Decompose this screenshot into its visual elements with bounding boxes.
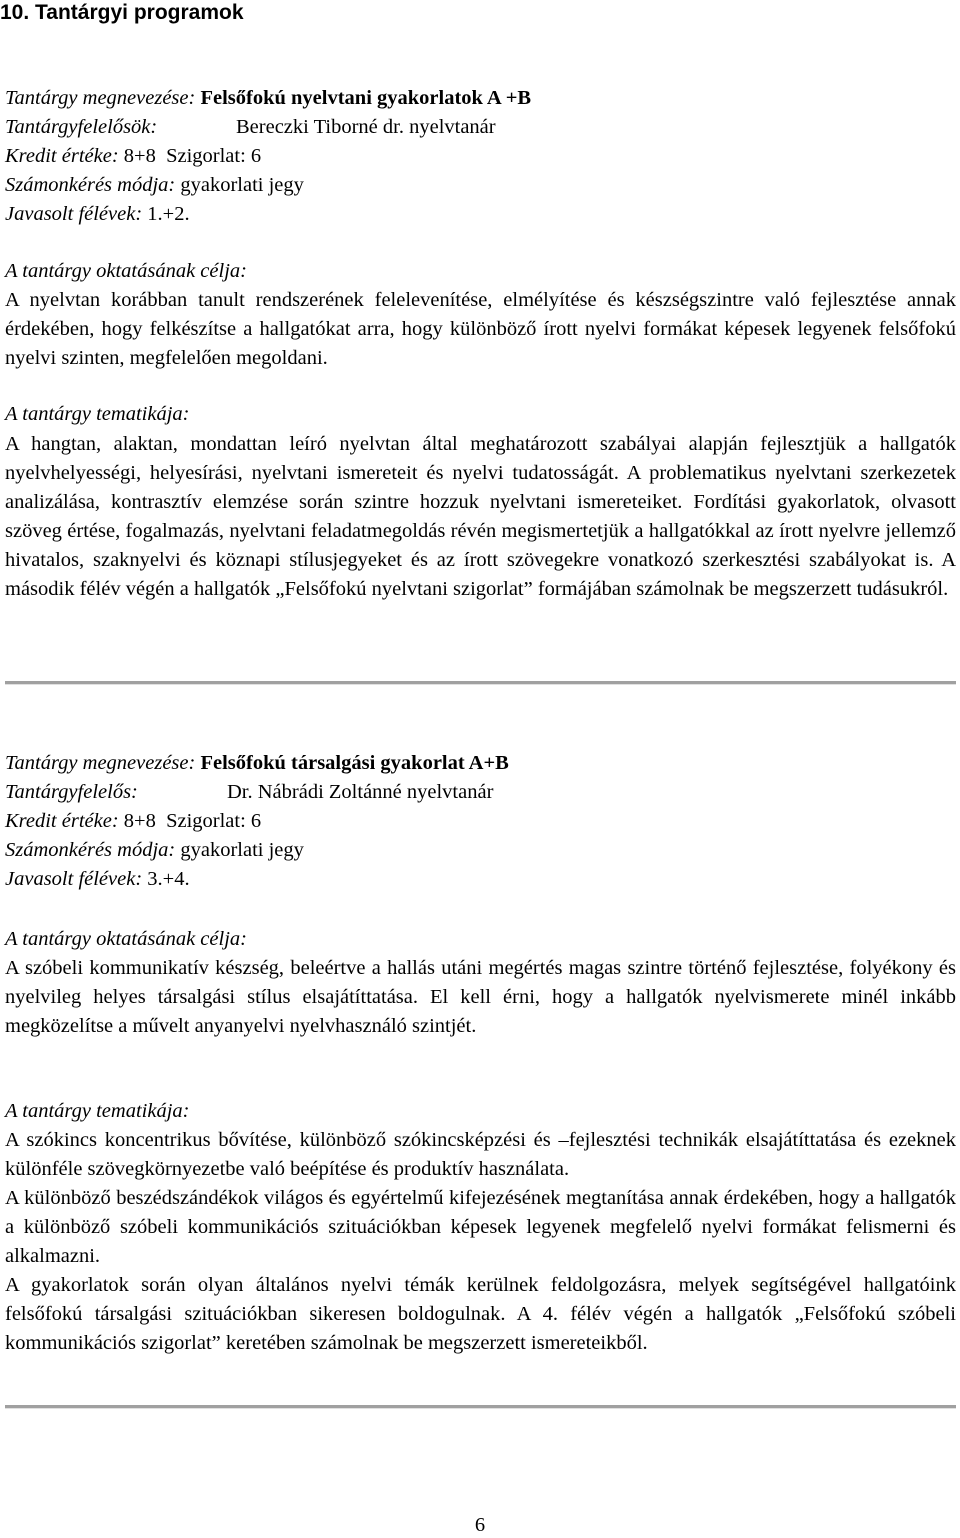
course1-topics-text xyxy=(5,430,956,604)
course1-name-label: Tantárgy megnevezése: xyxy=(5,87,196,109)
section-divider xyxy=(5,681,956,685)
course2-credit-value: 8+8 Szigorlat: 6 xyxy=(123,810,262,832)
course1-aim-label: A tantárgy oktatásának célja: xyxy=(5,260,247,282)
course1-semester-label: Javasolt félévek: xyxy=(5,203,143,225)
course1-semester-row xyxy=(5,200,190,229)
course2-credit-label: Kredit értéke: xyxy=(5,810,119,832)
course2-aim-label: A tantárgy oktatásának célja: xyxy=(5,928,247,950)
course2-aim-paragraph: A szóbeli kommunikatív készség, beleértve a hallás utáni megértés magas szintre történő fejlesztése, folyékony és nyelvileg helyes társalgási stílus elsajátíttatása. El kell érni, hogy a hallgatók nyelvismerete minél inkább megközelítse a művelt anyanyelvi nyelvhasználó szintjét. xyxy=(5,957,956,1037)
course2-exam-row xyxy=(5,836,304,865)
course1-exam-row xyxy=(5,171,304,200)
bottom-divider xyxy=(5,1405,956,1409)
course2-semester-value: 3.+4. xyxy=(147,868,190,890)
page-heading: 10. Tantárgyi programok xyxy=(0,1,244,24)
course1-exam-label: Számonkérés módja: xyxy=(5,174,176,196)
course2-exam-value: gyakorlati jegy xyxy=(180,839,304,861)
course1-responsible-value: Bereczki Tiborné dr. nyelvtanár xyxy=(236,116,496,138)
course1-credit-value: 8+8 Szigorlat: 6 xyxy=(123,145,262,167)
course2-semester-row xyxy=(5,865,190,894)
course2-topics-paragraph-1: A szókincs koncentrikus bővítése, különböző szókincsképzési és –fejlesztési technikák elsajátíttatása és ezeknek különféle szövegkörnyezetbe való beépítése és produktív használata. xyxy=(5,1129,956,1180)
course1-responsible-label: Tantárgyfelelősök: xyxy=(5,116,158,138)
course2-name-label: Tantárgy megnevezése: xyxy=(5,752,196,774)
course2-responsible-value: Dr. Nábrádi Zoltánné nyelvtanár xyxy=(227,781,494,803)
course2-topics-text xyxy=(5,1126,956,1358)
course1-name-value: Felsőfokú nyelvtani gyakorlatok A +B xyxy=(200,87,532,109)
course1-credit-label: Kredit értéke: xyxy=(5,145,119,167)
course1-topics-label: A tantárgy tematikája: xyxy=(5,403,190,425)
course1-exam-value: gyakorlati jegy xyxy=(180,174,304,196)
course2-semester-label: Javasolt félévek: xyxy=(5,868,143,890)
course2-responsible-row xyxy=(5,778,493,807)
course2-aim-text xyxy=(5,954,956,1041)
course1-credit-row xyxy=(5,142,261,171)
course1-responsible-row xyxy=(5,113,496,142)
course2-credit-row xyxy=(5,807,261,836)
course2-topics-label: A tantárgy tematikája: xyxy=(5,1100,190,1122)
course2-name-value: Felsőfokú társalgási gyakorlat A+B xyxy=(200,752,509,774)
course2-exam-label: Számonkérés módja: xyxy=(5,839,176,861)
course1-aim-text xyxy=(5,286,956,373)
course1-aim-paragraph: A nyelvtan korábban tanult rendszerének felelevenítése, elmélyítése és készségszintre való fejlesztése annak érdekében, hogy felkészítse a hallgatókat arra, hogy különböző írott nyelvi formákat képesek legyenek felsőfokú nyelvi szinten, megfelelően megoldani. xyxy=(5,289,956,369)
course2-topics-paragraph-3: A gyakorlatok során olyan általános nyelvi témák kerülnek feldolgozásra, melyek segítségével hallgatóink felsőfokú társalgási szituációkban sikeresen boldogulnak. A 4. félév végén a hallgatók „Felsőfokú szóbeli kommunikációs szigorlat” keretében számolnak be megszerzett ismereteikből. xyxy=(5,1274,956,1354)
course2-topics-paragraph-2: A különböző beszédszándékok világos és egyértelmű kifejezésének megtanítása annak érdekében, hogy a hallgatók a különböző szóbeli kommunikációs szituációkban képesek legyenek megfelelő nyelvi formákat felismerni és alkalmazni. xyxy=(5,1187,956,1267)
course1-semester-value: 1.+2. xyxy=(147,203,190,225)
course1-topics-paragraph: A hangtan, alaktan, mondattan leíró nyelvtan által meghatározott szabályai alapján fejlesztjük a hallgatók nyelvhelyességi, helyesírási, nyelvtani ismereteit és nyelvi tudatosságát. A problematikus nyelvtani szerkezetek analizálása, kontrasztív elemzése során szintre hozzuk nyelvtani ismereteiket. Fordítási gyakorlatok, olvasott szöveg értése, fogalmazás, nyelvtani feladatmegoldás révén megismertetjük a hallgatókkal az írott nyelvre jellemző hivatalos, szaknyelvi és köznapi stílusjegyeket és az írott szövegekre vonatkozó szerkesztési szabályokat is. A második félév végén a hallgatók „Felsőfokú nyelvtani szigorlat” formájában számolnak be megszerzett tudásukról. xyxy=(5,433,956,600)
course1-name-row xyxy=(5,84,531,113)
course2-name-row xyxy=(5,749,509,778)
page-number: 6 xyxy=(474,1514,486,1536)
course2-responsible-label: Tantárgyfelelős: xyxy=(5,781,138,803)
